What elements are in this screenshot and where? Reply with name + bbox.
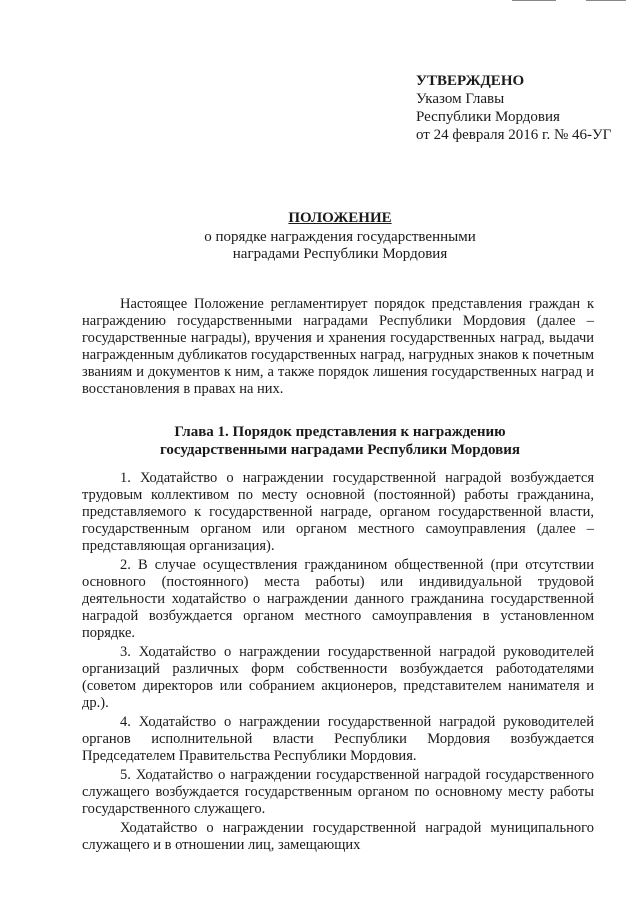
paragraph: 2. В случае осуществления гражданином общественной (при отсутствии основного (постоянного) места работы) или индивидуальной трудовой деятельности ходатайство о награждении данного гражданина государственной наградой возбуждается органом местного самоуправления в установленном порядке. — [82, 557, 594, 641]
approval-line: от 24 февраля 2016 г. № 46-УГ — [416, 127, 612, 143]
scan-artifact-line — [586, 0, 626, 1]
document-subtitle: наградами Республики Мордовия — [232, 246, 448, 262]
intro-paragraph: Настоящее Положение регламентирует порядок представления граждан к награждению государственными наградами Республики Мордовия (далее – государственные награды), вручения и хранения государственных наград, выдачи награжденным дубликатов государственных наград, нагрудных знаков к почетным званиям и документов к ним, а также порядок лишения государственных наград и восстановления в правах на них. — [82, 296, 594, 397]
paragraph: 5. Ходатайство о награждении государственной наградой государственного служащего возбуждается государственным органом по основному месту работы государственного служащего. — [82, 767, 594, 817]
approval-line: Республики Мордовия — [416, 109, 560, 125]
document-title-block — [120, 210, 560, 263]
approval-line: Указом Главы — [416, 91, 505, 107]
chapter-title-line: Глава 1. Порядок представления к награждению — [174, 424, 506, 440]
chapter-title-line: государственными наградами Республики Мордовия — [159, 442, 521, 458]
paragraph: 4. Ходатайство о награждении государственной наградой руководителей органов исполнительной власти Республики Мордовия возбуждается Председателем Правительства Республики Мордовия. — [82, 714, 594, 764]
chapter-heading — [110, 423, 570, 459]
chapter-body — [82, 470, 594, 856]
scan-artifact-line — [512, 0, 556, 1]
approval-heading: УТВЕРЖДЕНО — [416, 73, 525, 89]
approval-stamp — [416, 72, 611, 144]
paragraph: 3. Ходатайство о награждении государственной наградой руководителей организаций различных форм собственности возбуждается работодателями (советом директоров или собранием акционеров, представителем нанимателя и др.). — [82, 644, 594, 711]
document-subtitle: о порядке награждения государственными — [204, 229, 476, 245]
intro-section — [82, 296, 594, 398]
document-title: ПОЛОЖЕНИЕ — [288, 210, 392, 226]
paragraph: 1. Ходатайство о награждении государственной наградой возбуждается трудовым коллективом по месту основной (постоянной) работы гражданина, представляемого к государственной награде, органом государственной власти, государственным органом или органом местного самоуправления (далее – представляющая организация). — [82, 470, 594, 554]
paragraph: Ходатайство о награждении государственной наградой муниципального служащего и в отношении лиц, замещающих — [82, 820, 594, 853]
